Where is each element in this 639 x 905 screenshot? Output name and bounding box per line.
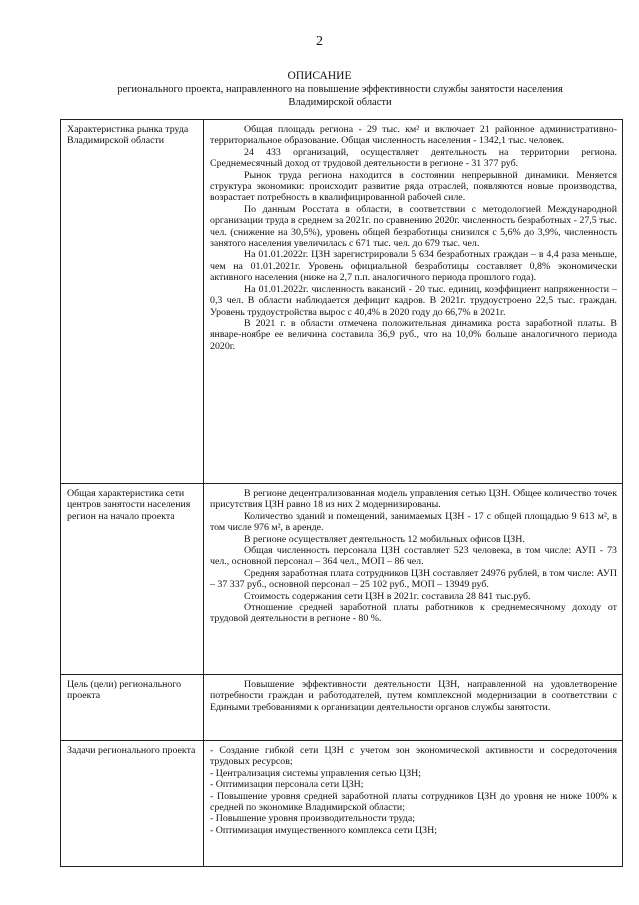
paragraph: В регионе децентрализованная модель управления сетью ЦЗН. Общее количество точек присутствия ЦЗН равно 18 из них 2 модернизированы. [210, 488, 617, 511]
paragraph: Повышение эффективности деятельности ЦЗН, направленной на удовлетворение потребности граждан и работодателей, путем комплексной модернизации в соответствии с Едиными требованиями к организации деятельности органов службы занятости. [210, 679, 617, 713]
row-label: Общая характеристика сети центров занятости населения регион на начало проекта [61, 484, 204, 675]
project-description-table [60, 119, 623, 867]
paragraph: На 01.01.2022г. численность вакансий - 20 тыс. единиц, коэффициент напряженности – 0,3 чел. В области наблюдается дефицит кадров. В 2021г. трудоустроено 22,5 тыс. граждан. Уровень трудоустройства вырос с 40,4% в 2020 году до 66,7% в 2021г. [210, 283, 617, 318]
page-number: 2 [316, 34, 323, 49]
row-label: Цель (цели) регионального проекта [61, 675, 204, 741]
table-row [61, 484, 623, 675]
row-content [204, 741, 623, 867]
table-row [61, 741, 623, 867]
list-item: - Повышение уровня производительности труда; [210, 813, 415, 825]
paragraph: В регионе осуществляет деятельность 12 мобильных офисов ЦЗН. [244, 533, 525, 545]
row-label: Задачи регионального проекта [61, 741, 204, 867]
paragraph: Средняя заработная плата сотрудников ЦЗН составляет 24976 рублей, в том числе: АУП – 37 337 руб., основной персонал – 25 102 руб., МОП – 13949 руб. [210, 567, 617, 591]
paragraph: 24 433 организаций, осуществляет деятельность на территории региона. Среднемесячный доход от трудовой деятельности в регионе - 31 377 руб. [210, 146, 617, 170]
list-item: - Создание гибкой сети ЦЗН с учетом зон экономической активности и сосредоточения трудовых ресурсов; [210, 745, 617, 768]
list-item: - Централизация системы управления сетью ЦЗН; [210, 767, 422, 779]
paragraph: Рынок труда региона находится в состоянии непрерывной динамики. Меняется структура экономики: происходит развитие ряда отраслей, появляются новые производства, возрастает потребность в квалифицированной рабочей силе. [210, 169, 617, 204]
row-content [204, 675, 623, 741]
paragraph: В 2021 г. в области отмечена положительная динамика роста заработной платы. В январе-ноябре ее величина составила 36,9 руб., что на 10,0% больше аналогичного периода 2020г. [210, 317, 617, 352]
paragraph: Стоимость содержания сети ЦЗН в 2021г. составила 28 841 тыс.руб. [244, 590, 531, 602]
list-item: - Повышение уровня средней заработной платы сотрудников ЦЗН до уровня не ниже 100% к средней по экономике Владимирской области; [210, 790, 617, 814]
list-item: - Оптимизация имущественного комплекса сети ЦЗН; [210, 824, 437, 836]
table-row [61, 120, 623, 484]
row-content [204, 120, 623, 484]
document-title: ОПИСАНИЕ [287, 70, 352, 82]
table-row [61, 675, 623, 741]
paragraph: Отношение средней заработной платы работников к среднемесячному доходу от трудовой деятельности в регионе - 80 %. [210, 602, 617, 625]
row-content [204, 484, 623, 675]
document-subtitle: регионального проекта, направленного на повышение эффективности службы занятости населения Владимирской области [117, 84, 563, 108]
paragraph: По данным Росстата в области, в соответствии с методологией Международной организации труда в среднем за 2021г. по сравнению 2020г. численность безработных - 27,5 тыс. чел. (снижение на 30,5%), уровень общей безработицы снизился с 5,6% до 3,9%, численность занятого населения увеличилась с 671 тыс. чел. до 679 тыс. чел. [210, 203, 617, 250]
paragraph: Общая площадь региона - 29 тыс. км² и включает 21 районное административно-территориальное образование. Общая численность населения - 1342,1 тыс. человек. [210, 124, 617, 147]
paragraph: Общая численность персонала ЦЗН составляет 523 человека, в том числе: АУП - 73 чел., основной персонал – 364 чел., МОП – 86 чел. [210, 545, 617, 568]
list-item: - Оптимизация персонала сети ЦЗН; [210, 779, 364, 791]
paragraph: На 01.01.2022г. ЦЗН зарегистрировали 5 634 безработных граждан – в 4,4 раза меньше, чем на 01.01.2021г. Уровень официальной безработицы составляет 0,8% экономически активного населения (ниже на 2,7 п.п. аналогичного периода прошлого года). [210, 249, 617, 284]
row-label: Характеристика рынка труда Владимирской области [61, 120, 204, 484]
paragraph: Количество зданий и помещений, занимаемых ЦЗН - 17 с общей площадью 9 613 м², в том числе 976 м², в аренде. [210, 510, 617, 534]
